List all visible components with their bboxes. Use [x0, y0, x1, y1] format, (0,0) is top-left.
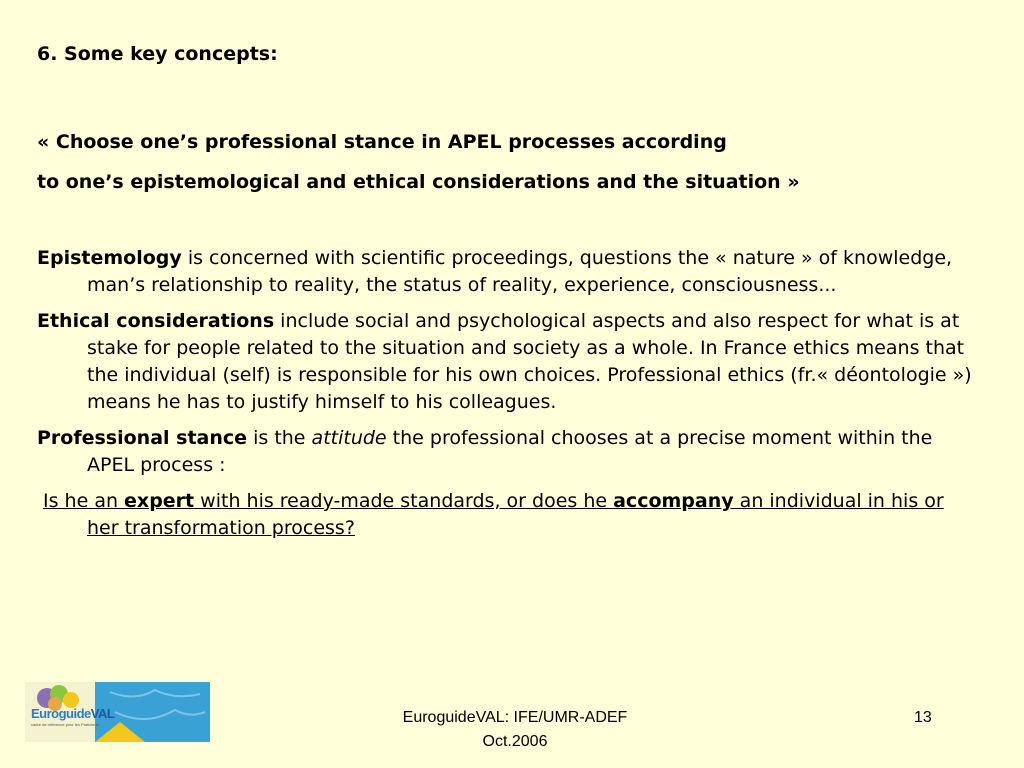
expert-term: expert: [124, 490, 195, 512]
slide-heading: 6. Some key concepts:: [37, 43, 278, 65]
accompany-term: accompany: [613, 490, 734, 512]
stance-text-1: is the: [247, 427, 312, 449]
stance-text-2: the professional chooses at a precise moment within the APEL process :: [87, 427, 933, 476]
ethics-paragraph: [37, 308, 977, 416]
logo-wordmark: EuroguideVAL: [31, 706, 115, 721]
question-part-2: with his ready-made standards, or does he: [194, 490, 614, 512]
page-number: 13: [914, 709, 932, 726]
key-quote: [37, 122, 800, 202]
footer-date: Oct.2006: [482, 733, 548, 750]
euroguideval-logo: [25, 682, 210, 742]
stance-term: Professional stance: [37, 427, 248, 449]
quote-line-1: « Choose one’s professional stance in APEL processes according: [37, 131, 727, 153]
epistemology-paragraph: [37, 245, 977, 299]
logo-tagline: cadre de référence pour les Praticiens: [31, 722, 99, 727]
quote-line-2: to one’s epistemological and ethical considerations and the situation »: [37, 171, 800, 193]
concepts-body: [37, 245, 977, 551]
epistemology-term: Epistemology: [37, 247, 182, 269]
question-paragraph: [37, 488, 977, 542]
slide-footer: [370, 706, 660, 754]
ethics-text: include social and psychological aspects and also respect for what is at stake for people related to the situation and society as a whole. In France ethics means that the individual (self) is responsible for his own choices. Professional ethics (fr.« déontologie ») means he has to justify himself to his colleagues.: [87, 310, 972, 413]
question-part-3: an individual in his or her transformation process?: [87, 490, 944, 539]
ethics-term: Ethical considerations: [37, 310, 275, 332]
epistemology-text: is concerned with scientific proceedings, questions the « nature » of knowledge, man’s relationship to reality, the status of reality, experience, consciousness...: [87, 247, 953, 296]
footer-source: EuroguideVAL: IFE/UMR-ADEF: [402, 709, 628, 726]
stance-paragraph: [37, 425, 977, 479]
question-part-1: Is he an: [43, 490, 125, 512]
stance-emphasis: attitude: [311, 427, 387, 449]
